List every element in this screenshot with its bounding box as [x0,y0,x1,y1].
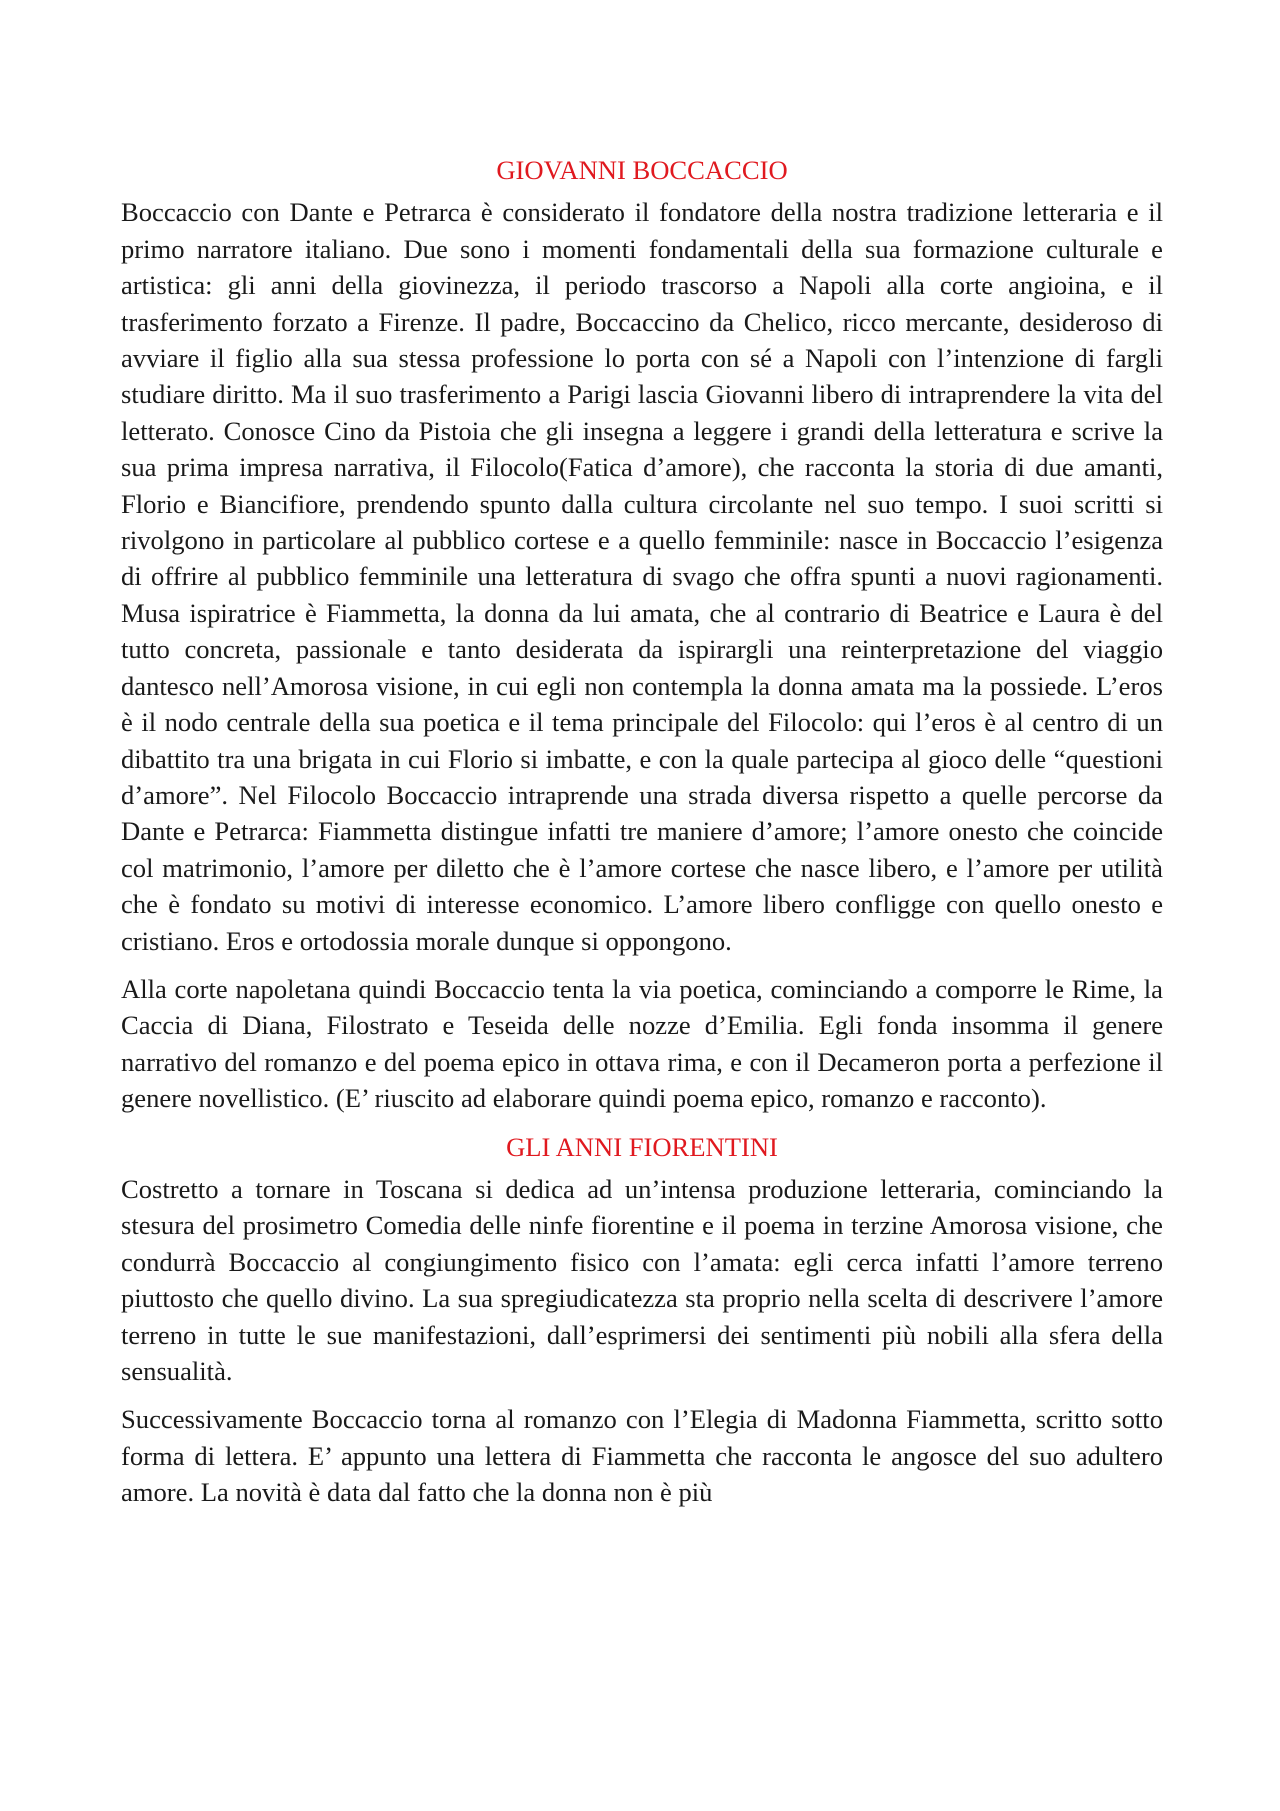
paragraph: Alla corte napoletana quindi Boccaccio tenta la via poetica, cominciando a comporre le Rime, la Caccia di Diana, Filostrato e Teseida delle nozze d’Emilia. Egli fonda insomma il genere narrativo del romanzo e del poema epico in ottava rima, e con il Decameron porta a perfezione il genere novellistico. (E’ riuscito ad elaborare quindi poema epico, romanzo e racconto). [121,973,1163,1114]
section-heading: GLI ANNI FIORENTINI [506,1131,778,1162]
paragraph: Successivamente Boccaccio torna al romanzo con l’Elegia di Madonna Fiammetta, scritto sotto forma di lettera. E’ appunto una lettera di Fiammetta che racconta le angosce del suo adultero amore. La novità è data dal fatto che la donna non è più [121,1404,1163,1508]
document-body [121,152,1163,1523]
paragraph: Boccaccio con Dante e Petrarca è considerato il fondatore della nostra tradizione letteraria e il primo narratore italiano. Due sono i momenti fondamentali della sua formazione culturale e artistica: gli anni della giovinezza, il periodo trascorso a Napoli alla corte angioina, e il trasferimento forzato a Firenze. Il padre, Boccaccino da Chelico, ricco mercante, desideroso di avviare il figlio alla sua stessa professione lo porta con sé a Napoli con l’intenzione di fargli studiare diritto. Ma il suo trasferimento a Parigi lascia Giovanni libero di intraprendere la vita del letterato. Conosce Cino da Pistoia che gli insegna a leggere i grandi della letteratura e scrive la sua prima impresa narrativa, il Filocolo(Fatica d’amore), che racconta la storia di due amanti, Florio e Biancifiore, prendendo spunto dalla cultura circolante nel suo tempo. I suoi scritti si rivolgono in particolare al pubblico cortese e a quello femminile: nasce in Boccaccio l’esigenza di offrire al pubblico femminile una letteratura di svago che offra spunti a nuovi ragionamenti. Musa ispiratrice è Fiammetta, la donna da lui amata, che al contrario di Beatrice e Laura è del tutto concreta, passionale e tanto desiderata da ispirargli una reinterpretazione del viaggio dantesco nell’Amorosa visione, in cui egli non contempla la donna amata ma la possiede. L’eros è il nodo centrale della sua poetica e il tema principale del Filocolo: qui l’eros è al centro di un dibattito tra una brigata in cui Florio si imbatte, e con la quale partecipa al gioco delle “questioni d’amore”. Nel Filocolo Boccaccio intraprende una strada diversa rispetto a quelle percorse da Dante e Petrarca: Fiammetta distingue infatti tre maniere d’amore; l’amore onesto che coincide col matrimonio, l’amore per diletto che è l’amore cortese che nasce libero, e l’amore per utilità che è fondato su motivi di interesse economico. L’amore libero confligge con quello onesto e cristiano. Eros e ortodossia morale dunque si oppongono. [121,197,1163,956]
title-heading: GIOVANNI BOCCACCIO [496,155,788,185]
paragraph: Costretto a tornare in Toscana si dedica ad un’intensa produzione letteraria, cominciando la stesura del prosimetro Comedia delle ninfe fiorentine e il poema in terzine Amorosa visione, che condurrà Boccaccio al congiungimento fisico con l’amata: egli cerca infatti l’amore terreno piuttosto che quello divino. La sua spregiudicatezza sta proprio nella scelta di descrivere l’amore terreno in tutte le sue manifestazioni, dall’esprimersi dei sentimenti più nobili alla sfera della sensualità. [121,1173,1163,1386]
